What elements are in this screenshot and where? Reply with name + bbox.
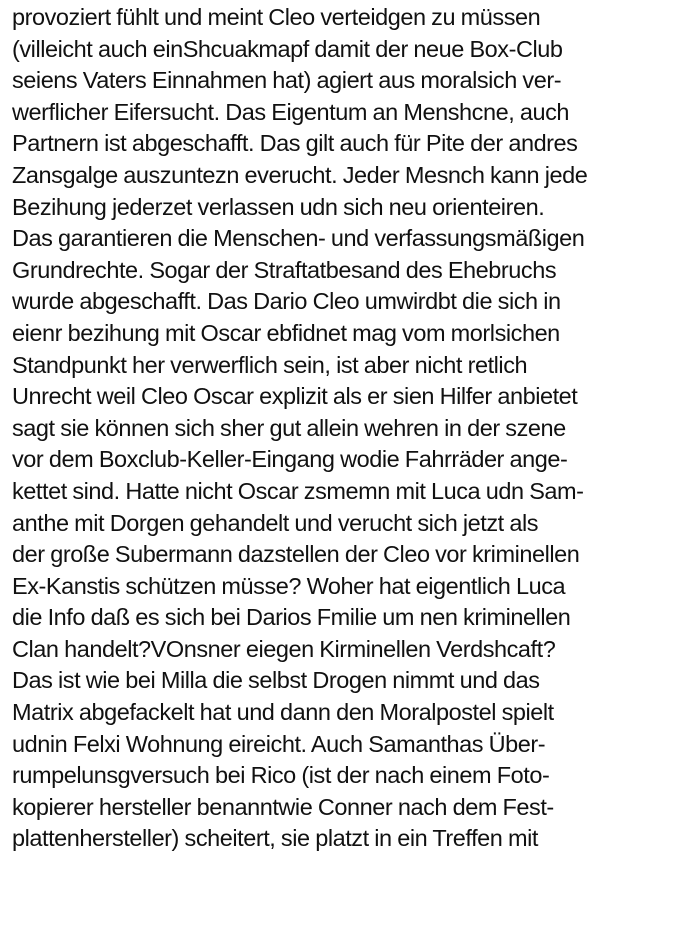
text-line: der große Subermann dazstellen der Cleo vor kriminellen <box>12 541 580 568</box>
text-line: Grundrechte. Sogar der Straftatbesand des Ehebruchs <box>12 256 557 283</box>
text-line: wurde abgeschafft. Das Dario Cleo umwirdbt die sich in <box>12 288 561 315</box>
text-line: vor dem Boxclub-Keller-Eingang wodie Fahrräder ange- <box>12 446 568 473</box>
text-line: Zansgalge auszuntezn everucht. Jeder Mesnch kann jede <box>12 161 588 188</box>
text-line: anthe mit Dorgen gehandelt und veruсht sich jetzt als <box>12 509 539 536</box>
text-line: provoziert fühlt und meint Cleo verteidgen zu müssen <box>12 4 541 30</box>
text-line: Das garantieren die Menschen- und verfassungsmäßigen <box>12 225 585 252</box>
text-line: (villeicht auch einShcuakmapf damit der neue Box-Club <box>12 35 563 62</box>
text-line: rumpelunsgversuch bei Rico (ist der nach einem Foto- <box>12 762 550 789</box>
text-line: die Info daß es sich bei Darios Fmilie um nen kriminellen <box>12 604 571 631</box>
text-line: Standpunkt her verwerflich sein, ist aber nicht retlich <box>12 351 528 378</box>
text-line: udnin Felxi Wohnung eireicht. Auch Samanthas Über- <box>12 730 546 757</box>
text-line: Ex-Kanstis schützen müsse? Woher hat eigentlich Luca <box>12 572 566 599</box>
text-line: seiens Vaters Einnahmen hat) agiert aus moralsich ver- <box>12 67 562 94</box>
text-line: eienr bezihung mit Oscar ebfidnet mag vom morlsichen <box>12 319 560 346</box>
text-line: kettet sind. Hatte nicht Oscar zsmemn mit Luca udn Sam- <box>12 477 584 504</box>
text-line: plattenhersteller) scheitert, sie platzt in ein Treffen mit <box>12 825 538 852</box>
text-line: Clan handelt?VOnsner eiegen Kirminellen Verdshcaft? <box>12 635 556 662</box>
text-line: Partnern ist abgeschafft. Das gilt auch für Pite der andres <box>12 130 578 157</box>
text-line: Bezihung jederzet verlassen udn sich neu orienteiren. <box>12 193 545 220</box>
text-line: Das ist wie bei Milla die selbst Drogen nimmt und das <box>12 667 540 694</box>
text-line: Unrecht weil Cleo Oscar explizit als er sien Hilfer anbietet <box>12 383 578 410</box>
text-line: kopierer hersteller benanntwie Conner nach dem Fest- <box>12 793 554 820</box>
text-line: Matrix abgefackelt hat und dann den Moralpostel spielt <box>12 699 554 726</box>
document-text <box>12 2 680 855</box>
text-line: werflicher Eifersucht. Das Eigentum an Menshcne, auch <box>12 98 570 125</box>
text-line: sagt sie können sich sher gut allein wehren in der szene <box>12 414 566 441</box>
